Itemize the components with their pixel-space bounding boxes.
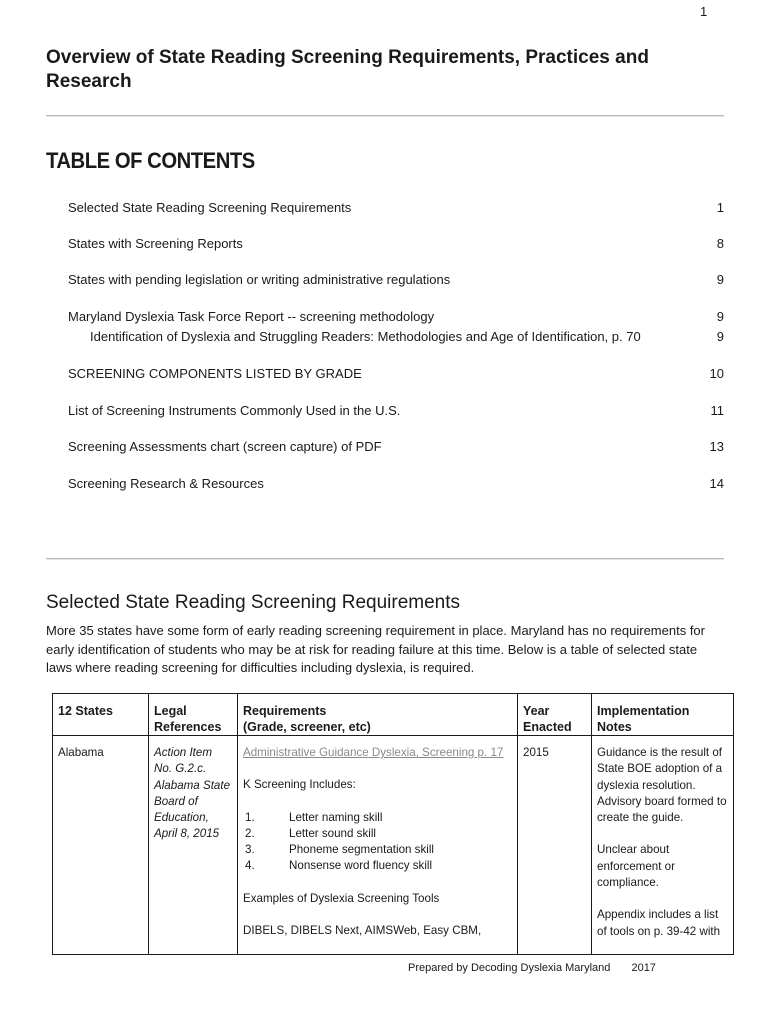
toc-entry-page: 9 [716, 329, 724, 344]
list-item: 1. Letter naming skill [245, 810, 383, 824]
page-footer [408, 962, 656, 974]
footer-year: 2017 [631, 962, 656, 974]
header-states: 12 States [53, 694, 149, 736]
screening-intro: K Screening Includes: [243, 778, 356, 792]
cell-year: 2015 [518, 736, 592, 955]
toc-entry-page: 8 [716, 236, 724, 251]
toc-entry-page: 13 [709, 439, 724, 454]
list-item: 3. Phoneme segmentation skill [245, 843, 435, 857]
toc-entry-label: States with Screening Reports [68, 236, 243, 251]
toc-entry-page: 14 [709, 476, 724, 491]
toc-entry-page: 10 [709, 366, 724, 381]
screening-tools: DIBELS, DIBELS Next, AIMSWeb, Easy CBM, [243, 924, 482, 938]
cell-legal-reference: Action Item No. G.2.c. Alabama State Board of Education, April 8, 2015 [149, 736, 238, 955]
toc-entry-label: Selected State Reading Screening Requirements [68, 200, 352, 215]
toc-entry-page: 9 [716, 309, 724, 324]
divider-top [46, 115, 724, 117]
table-header-row [53, 694, 734, 736]
toc-entry-label: States with pending legislation or writing administrative regulations [68, 272, 451, 287]
header-requirements: Requirements (Grade, screener, etc) [238, 694, 518, 736]
divider-middle [46, 558, 724, 560]
screening-examples: Examples of Dyslexia Screening Tools [243, 891, 440, 905]
toc-entry-page: 11 [710, 403, 724, 418]
document-title: Overview of State Reading Screening Requirements, Practices and Research [46, 47, 649, 92]
cell-state: Alabama [53, 736, 149, 955]
toc-entry-page: 1 [716, 200, 724, 215]
toc-entry-label: Screening Assessments chart (screen capture) of PDF [68, 439, 382, 454]
toc-entry-label: Screening Research & Resources [68, 476, 264, 491]
header-year-enacted: Year Enacted [518, 694, 592, 736]
header-legal-references: Legal References [149, 694, 238, 736]
toc-entry-label: List of Screening Instruments Commonly Used in the U.S. [68, 403, 401, 418]
toc-entry-label: Identification of Dyslexia and Struggling Readers: Methodologies and Age of Identification, p. 70 [90, 329, 641, 344]
toc-entry-page: 9 [716, 272, 724, 287]
toc-entry-label: Maryland Dyslexia Task Force Report -- screening methodology [68, 309, 435, 324]
table-row [53, 736, 734, 955]
list-item: 4. Nonsense word fluency skill [245, 859, 433, 873]
section-title: Selected State Reading Screening Requirements [46, 592, 461, 613]
cell-notes: Guidance is the result of State BOE adoption of a dyslexia resolution. Advisory board formed to create the guide. Unclear about enforcement or compliance. Appendix includes a list of tools on p. 39-42 with [592, 736, 734, 955]
skills-list [243, 810, 512, 875]
list-item: 2. Letter sound skill [245, 826, 376, 840]
state-requirements-table [52, 693, 734, 955]
page-number: 1 [700, 4, 708, 19]
footer-prepared-by: Prepared by Decoding Dyslexia Maryland [408, 962, 611, 974]
cell-requirements [238, 736, 518, 955]
header-implementation-notes: Implementation Notes [592, 694, 734, 736]
guidance-link[interactable]: Administrative Guidance Dyslexia, Screening p. 17 [243, 746, 504, 759]
toc-entry-label: SCREENING COMPONENTS LISTED BY GRADE [68, 366, 362, 381]
toc-heading: TABLE OF CONTENTS [46, 148, 255, 173]
section-intro: More 35 states have some form of early reading screening requirement in place. Maryland has no requirements for early identification of students who may be at risk for reading failure at this time. Below is a table of selected state laws where reading screening for difficulties including dyslexia, is required. [46, 623, 705, 675]
